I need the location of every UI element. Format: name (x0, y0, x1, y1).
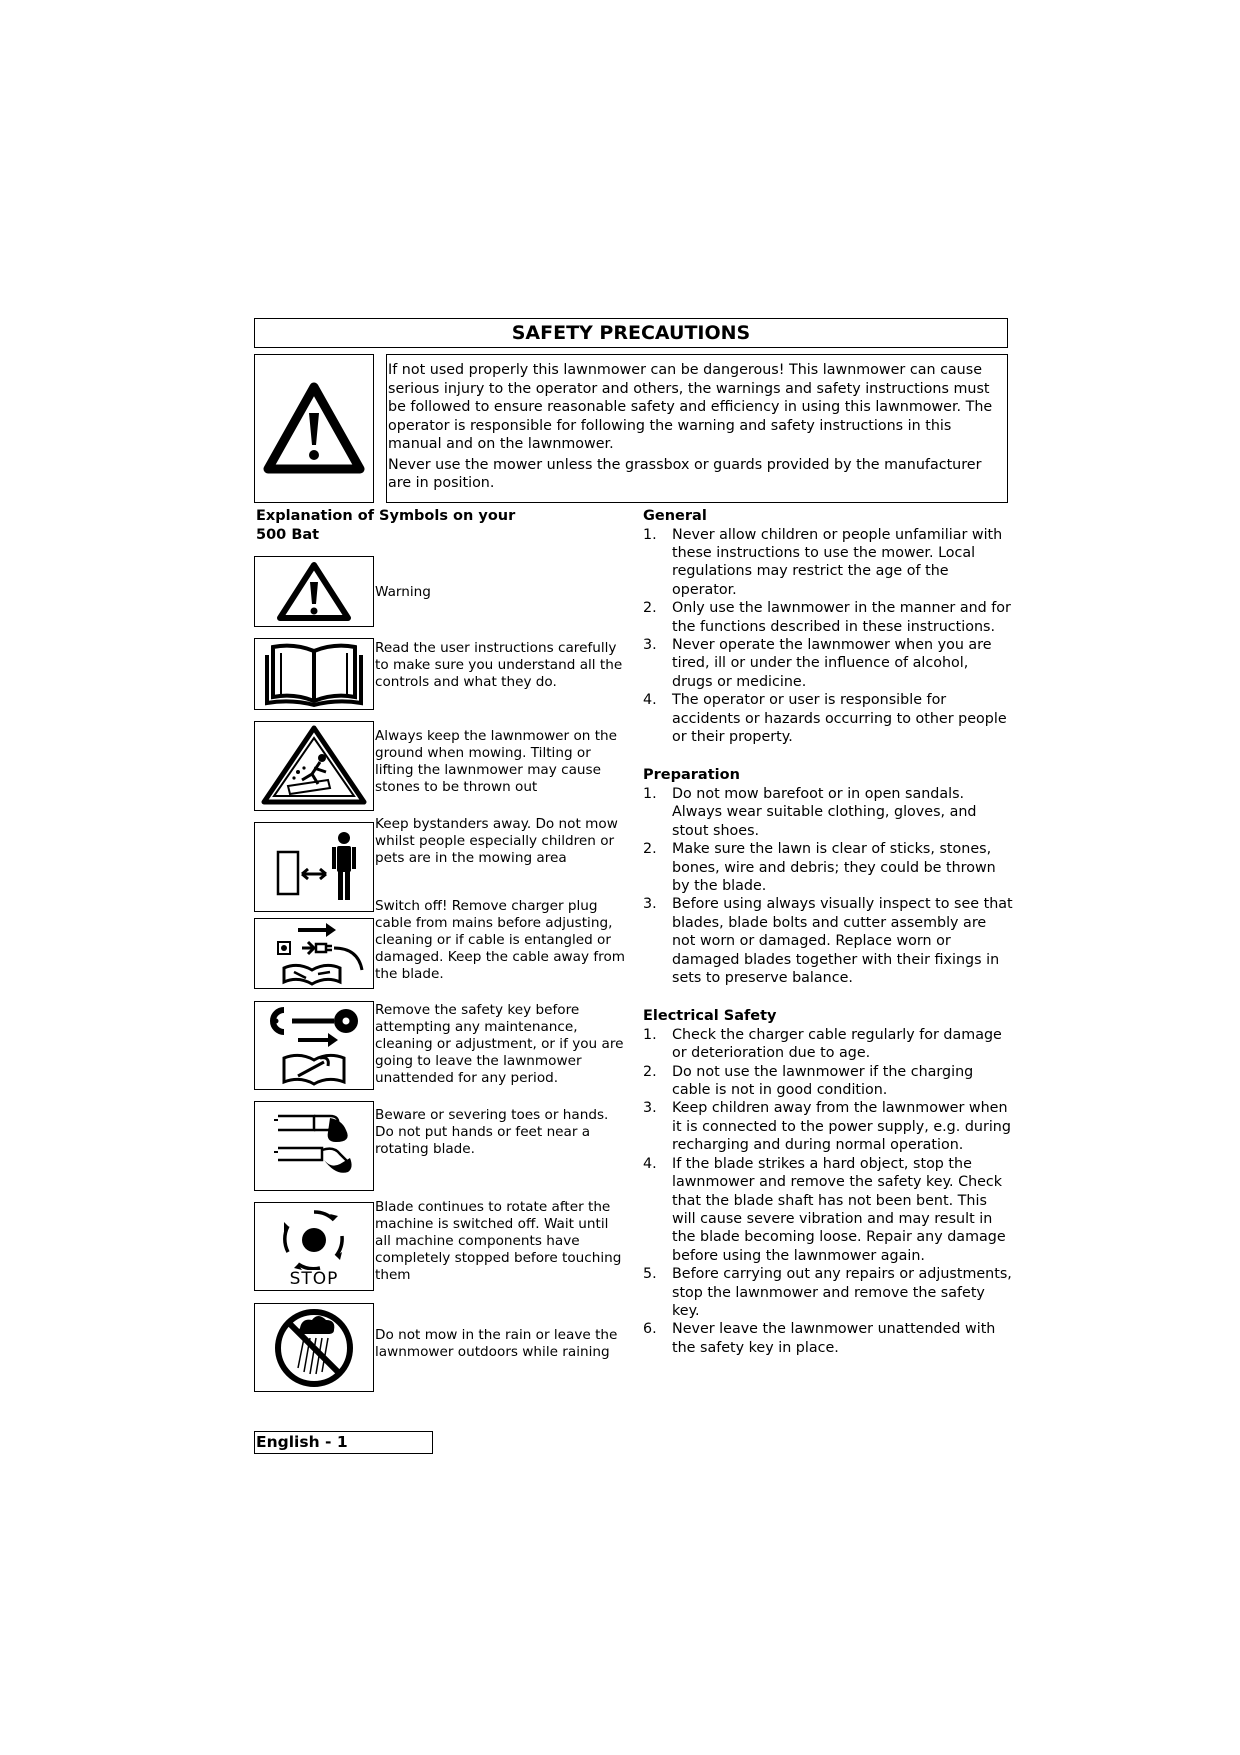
severing-toes-icon (264, 1106, 364, 1186)
item-number: 5. (643, 1266, 657, 1283)
list-item (643, 1026, 1013, 1063)
symbol-description: Read the user instructions carefully to make sure you understand all the controls and what they do. (375, 640, 623, 690)
symbol-description: Always keep the lawnmower on the ground when mowing. Tilting or lifting the lawnmower may cause stones to be thrown out (375, 728, 618, 795)
rotating-blade-stop-icon (272, 1206, 356, 1270)
item-number: 3. (643, 636, 657, 653)
page-title: SAFETY PRECAUTIONS (254, 318, 1008, 348)
section-preparation (643, 766, 1013, 987)
item-text: The operator or user is responsible for accidents or hazards occurring to other people or their property. (672, 692, 1007, 745)
list-item (643, 636, 1013, 691)
symbol-description: Do not mow in the rain or leave the lawnmower outdoors while raining (375, 1327, 618, 1360)
list-item (643, 895, 1013, 987)
item-text: If the blade strikes a hard object, stop the lawnmower and remove the safety key. Check that the blade shaft has not been bent. This will cause severe vibration and may result in the blade becoming loose. Repair any damage before using the lawnmower again. (672, 1155, 1006, 1264)
section-general (643, 507, 1013, 746)
list-item (643, 599, 1013, 636)
list-item (643, 1265, 1013, 1320)
symbol-description: Beware or severing toes or hands. Do not put hands or feet near a rotating blade. (375, 1107, 609, 1157)
thrown-stones-icon-box (254, 721, 374, 811)
unplug-icon-box (254, 918, 374, 989)
no-rain-icon (272, 1306, 356, 1390)
intro-icon-box (254, 354, 374, 503)
item-number: 1. (643, 1026, 657, 1043)
item-text: Never allow children or people unfamiliar with these instructions to use the mower. Local regulations may restrict the age of the operator. (672, 526, 1003, 598)
symbol-description: Keep bystanders away. Do not mow whilst people especially children or pets are in the mowing area (375, 816, 618, 866)
severing-toes-icon-box (254, 1101, 374, 1191)
section-heading: General (643, 508, 707, 524)
symbol-description: Warning (375, 584, 431, 600)
item-number: 6. (643, 1321, 657, 1338)
symbol-description: Switch off! Remove charger plug cable from mains before adjusting, cleaning or if cable is entangled or damaged. Keep the cable away from the blade. (375, 898, 626, 982)
thrown-stones-icon (258, 724, 370, 808)
list-item (643, 1063, 1013, 1100)
item-text: Never leave the lawnmower unattended with the safety key in place. (672, 1321, 996, 1356)
safety-key-icon (258, 1004, 370, 1088)
no-rain-icon-box (254, 1303, 374, 1392)
item-text: Do not use the lawnmower if the charging cable is not in good condition. (672, 1063, 974, 1099)
symbols-heading (256, 507, 556, 544)
list-item (643, 1320, 1013, 1357)
bystanders-icon (264, 830, 364, 904)
item-text: Before carrying out any repairs or adjustments, stop the lawnmower and remove the safety key. (672, 1266, 1012, 1319)
symbol-description: Blade continues to rotate after the machine is switched off. Wait until all machine components have completely stopped before touching them (375, 1199, 622, 1283)
item-text: Do not mow barefoot or in open sandals. Always wear suitable clothing, gloves, and stout shoes. (672, 785, 977, 839)
page-footer: English - 1 (254, 1431, 433, 1454)
numbered-list (643, 785, 1013, 987)
item-text: Before using always visually inspect to see that blades, blade bolts and cutter assembly are not worn or damaged. Replace worn or damaged blades together with their fixings in sets to preserve balance. (672, 896, 1013, 986)
item-number: 3. (643, 896, 657, 913)
item-text: Make sure the lawn is clear of sticks, stones, bones, wire and debris; they could be thrown by the blade. (672, 841, 996, 894)
intro-paragraph: Never use the mower unless the grassbox or guards provided by the manufacturer are in position. (388, 456, 982, 491)
stop-label: STOP (289, 1268, 339, 1289)
item-number: 1. (643, 785, 657, 802)
safety-key-icon-box (254, 1001, 374, 1090)
section-heading: Electrical Safety (643, 1008, 777, 1025)
section-heading: Preparation (643, 767, 740, 784)
item-text: Check the charger cable regularly for damage or deterioration due to age. (672, 1026, 1002, 1062)
list-item (643, 1155, 1013, 1265)
item-text: Keep children away from the lawnmower when it is connected to the power supply, e.g. during recharging and during normal operation. (672, 1100, 1011, 1154)
warning-icon (274, 560, 354, 624)
manual-book-icon-box (254, 638, 374, 710)
list-item (643, 1099, 1013, 1154)
warning-icon-box (254, 556, 374, 627)
warning-triangle-icon (260, 379, 368, 479)
item-number: 3. (643, 1100, 657, 1117)
item-number: 2. (643, 841, 657, 858)
numbered-list (643, 526, 1013, 747)
unplug-icon (258, 920, 370, 988)
list-item (643, 526, 1013, 600)
list-item (643, 840, 1013, 895)
symbols-heading-line: 500 Bat (256, 526, 320, 543)
intro-paragraph: If not used properly this lawnmower can be dangerous! This lawnmower can cause serious injury to the operator and others, the warnings and safety instructions must be followed to ensure reasonable safety and efficiency in using this lawnmower. The operator is responsible for following the warning and safety instructions in this manual and on the lawnmower. (388, 362, 993, 452)
item-number: 2. (643, 600, 657, 617)
section-electrical-safety (643, 1007, 1013, 1357)
item-number: 2. (643, 1063, 657, 1080)
manual-book-icon (259, 641, 369, 707)
item-text: Never operate the lawnmower when you are tired, ill or under the influence of alcohol, drugs or medicine. (672, 636, 992, 690)
rotating-blade-stop-icon-box (254, 1202, 374, 1291)
intro-text (386, 354, 1008, 503)
list-item (643, 691, 1013, 746)
bystanders-icon-box (254, 822, 374, 912)
symbol-description: Remove the safety key before attempting any maintenance, cleaning or adjustment, or if you are going to leave the lawnmower unattended for any period. (375, 1002, 624, 1086)
item-number: 1. (643, 526, 657, 543)
item-number: 4. (643, 692, 657, 709)
list-item (643, 785, 1013, 840)
symbols-heading-line: Explanation of Symbols on your (256, 508, 516, 524)
safety-sections (643, 507, 1013, 1377)
item-text: Only use the lawnmower in the manner and for the functions described in these instructions. (672, 600, 1011, 635)
item-number: 4. (643, 1155, 657, 1172)
numbered-list (643, 1026, 1013, 1357)
